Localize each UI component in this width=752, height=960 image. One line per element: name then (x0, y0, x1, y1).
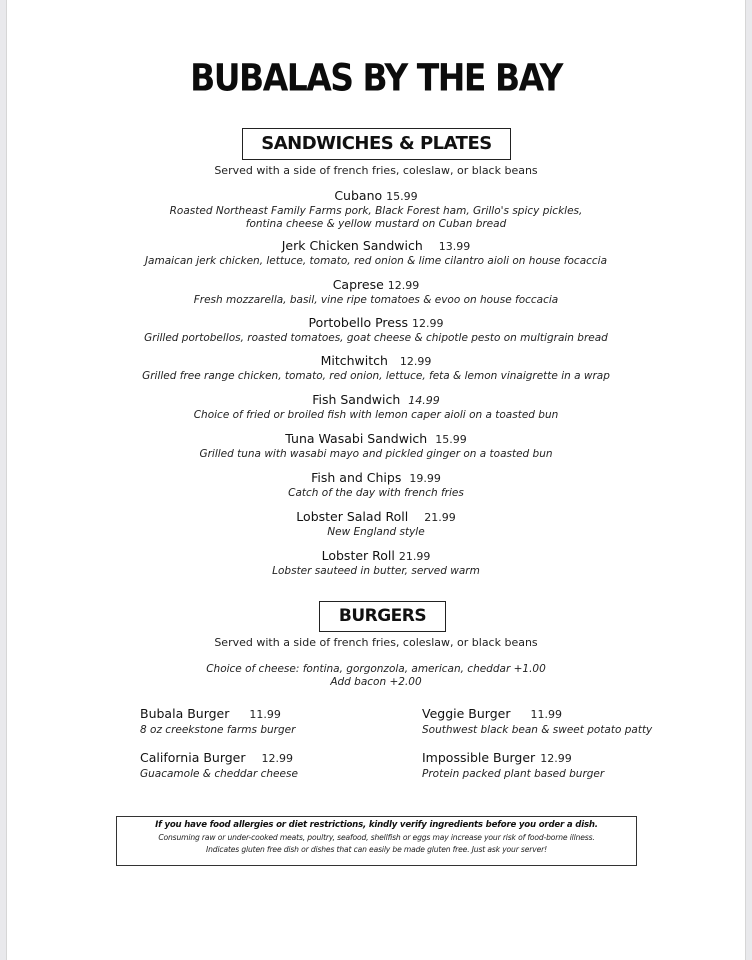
allergy-notice: If you have food allergies or diet restrictions, kindly verify ingredients before you order a dish. (155, 820, 598, 830)
menu-item-mitchwitch (0, 350, 752, 382)
item-description: Choice of fried or broiled fish with lemon caper aioli on a toasted bun (193, 409, 559, 421)
item-name: Fish Sandwich (312, 392, 401, 407)
menu-item-fish-sandwich (0, 389, 752, 421)
item-price: 12.99 (399, 355, 432, 368)
menu-item-tuna-wasabi (0, 428, 752, 460)
item-name: Fish and Chips (311, 470, 402, 485)
item-price: 12.99 (540, 752, 572, 765)
item-name: Lobster Roll (321, 548, 395, 563)
item-description: Grilled tuna with wasabi mayo and pickled ginger on a toasted bun (199, 448, 553, 460)
item-name: Veggie Burger (422, 706, 511, 721)
item-price: 19.99 (409, 472, 441, 485)
item-price: 14.99 (408, 394, 440, 407)
gluten-free-note: Indicates gluten free dish or dishes that can easily be made gluten free. Just ask your server! (206, 845, 547, 854)
allergy-notice-box (116, 816, 637, 866)
item-name: Lobster Salad Roll (296, 509, 409, 524)
burgers-subtitle: Served with a side of french fries, coleslaw, or black beans (214, 636, 538, 649)
menu-item-caprese (0, 274, 752, 306)
sandwiches-heading-box (242, 128, 511, 160)
menu-item-fish-and-chips (0, 467, 752, 499)
item-name: Impossible Burger (422, 750, 536, 765)
item-description: Roasted Northeast Family Farms pork, Black Forest ham, Grillo's spicy pickles, (169, 205, 583, 217)
item-name: Jerk Chicken Sandwich (281, 238, 423, 253)
item-price: 12.99 (387, 279, 420, 292)
item-price: 15.99 (386, 190, 418, 203)
item-name: Cubano (334, 188, 383, 203)
item-price: 21.99 (424, 511, 456, 524)
burger-california (140, 747, 440, 780)
item-name: Mitchwitch (320, 353, 388, 368)
sandwiches-heading: SANDWICHES & PLATES (261, 133, 492, 154)
menu-item-lobster-salad-roll (0, 506, 752, 538)
item-description: Grilled free range chicken, tomato, red onion, lettuce, feta & lemon vinaigrette in a wrap (142, 370, 610, 382)
item-description: Guacamole & cheddar cheese (140, 768, 298, 780)
item-description: Protein packed plant based burger (422, 768, 605, 780)
item-name: Portobello Press (308, 315, 409, 330)
item-price: 12.99 (261, 752, 294, 765)
sandwiches-subtitle: Served with a side of french fries, coleslaw, or black beans (214, 164, 538, 177)
item-price: 11.99 (249, 708, 281, 721)
cheese-note: Choice of cheese: fontina, gorgonzola, american, cheddar +1.00 (206, 663, 546, 675)
burger-impossible (422, 747, 722, 780)
item-description: Southwest black bean & sweet potato patty (422, 724, 653, 736)
item-description: Fresh mozzarella, basil, vine ripe tomatoes & evoo on house foccacia (193, 294, 559, 306)
item-description: Grilled portobellos, roasted tomatoes, goat cheese & chipotle pesto on multigrain bread (144, 332, 608, 344)
item-price: 13.99 (438, 240, 471, 253)
item-name: California Burger (140, 750, 246, 765)
menu-item-lobster-roll (0, 545, 752, 577)
item-price: 12.99 (412, 317, 444, 330)
item-name: Bubala Burger (140, 706, 230, 721)
menu-item-cubano (0, 185, 752, 230)
item-description: Lobster sauteed in butter, served warm (272, 565, 480, 577)
item-description: New England style (327, 526, 425, 538)
restaurant-title: BUBALAS BY THE BAY (190, 55, 562, 100)
menu-item-portobello-press (0, 312, 752, 344)
item-name: Caprese (332, 277, 384, 292)
item-description: fontina cheese & yellow mustard on Cuban bread (245, 218, 507, 230)
burgers-heading-box (319, 601, 446, 632)
raw-food-warning: Consuming raw or under-cooked meats, poultry, seafood, shellfish or eggs may increase your risk of food-borne illness. (158, 833, 595, 842)
burger-veggie (422, 703, 722, 736)
item-description: 8 oz creekstone farms burger (140, 724, 296, 736)
item-description: Jamaican jerk chicken, lettuce, tomato, red onion & lime cilantro aioli on house focaccia (144, 255, 608, 267)
item-price: 21.99 (398, 550, 431, 563)
burger-bubala (140, 703, 440, 736)
burgers-heading: BURGERS (338, 606, 427, 626)
item-name: Tuna Wasabi Sandwich (285, 431, 428, 446)
item-price: 15.99 (435, 433, 467, 446)
bacon-note: Add bacon +2.00 (330, 676, 422, 688)
item-description: Catch of the day with french fries (288, 487, 464, 499)
menu-item-jerk-chicken (0, 235, 752, 267)
item-price: 11.99 (530, 708, 562, 721)
